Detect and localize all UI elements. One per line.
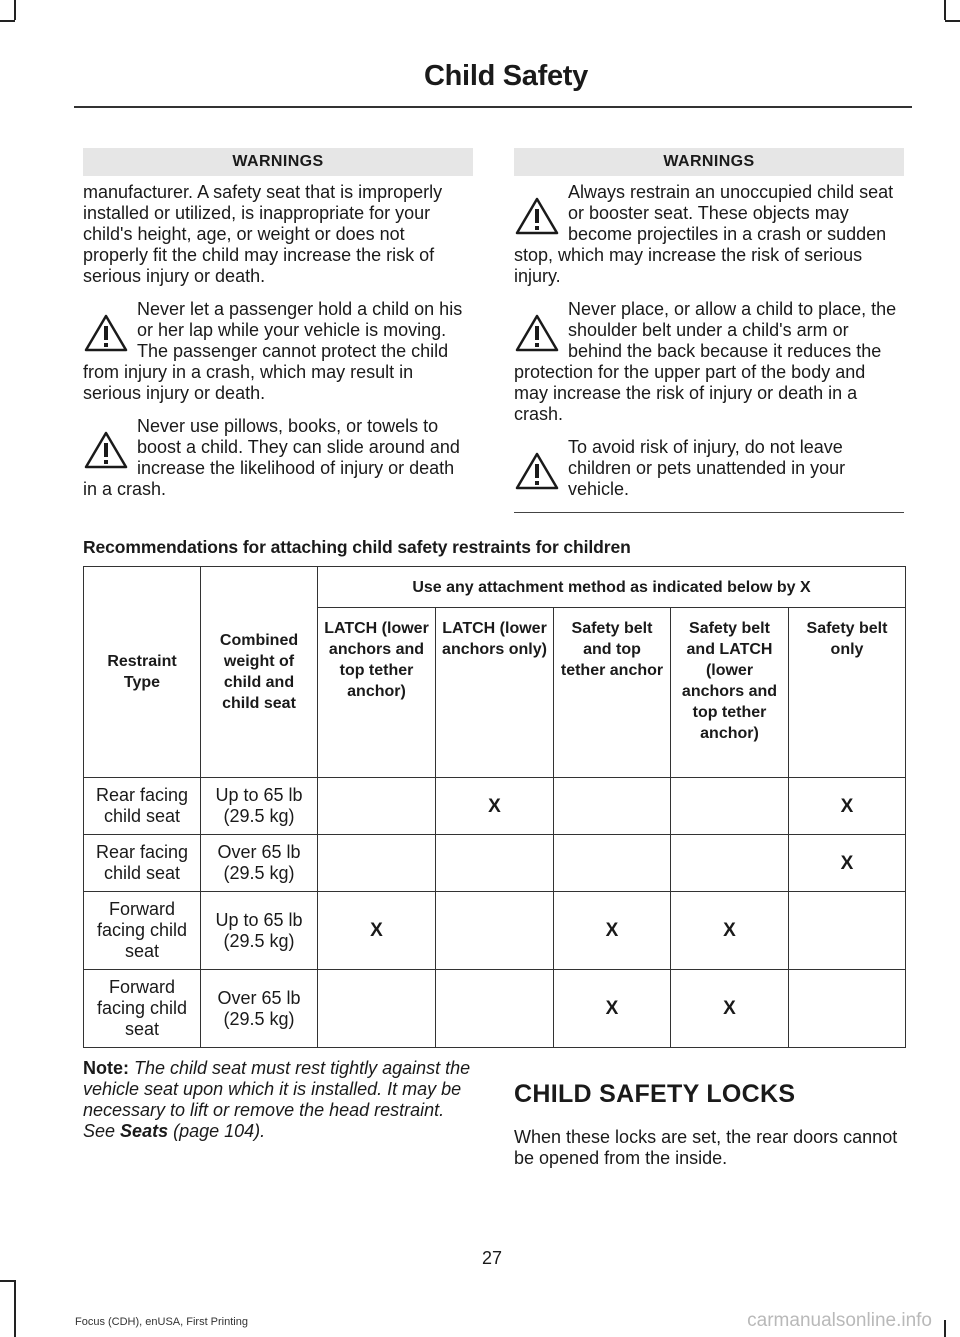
header-combined-weight: Combined weight of child and child seat [201, 567, 318, 778]
warning-triangle-icon [83, 422, 129, 478]
warning-triangle-icon [514, 443, 560, 499]
crop-mark [945, 20, 960, 22]
warning-item [514, 182, 904, 287]
warning-intro: manufacturer. A safety seat that is improperly installed or utilized, is inappropriate for your child's height, age, or weight or does not properly fit the child may increase the risk of serious injury or death. [83, 182, 443, 286]
crop-mark [0, 1280, 15, 1282]
table-row [84, 892, 906, 970]
cell-mark [436, 970, 554, 1048]
crop-mark [14, 1280, 16, 1337]
cell-mark [436, 835, 554, 892]
warning-item [514, 437, 904, 500]
header-attachment-group: Use any attachment method as indicated below by X [318, 567, 906, 608]
warning-text: To avoid risk of injury, do not leave children or pets unattended in your vehicle. [568, 437, 846, 499]
warning-item [514, 299, 904, 425]
cell-mark [318, 970, 436, 1048]
cell-weight: Up to 65 lb (29.5 kg) [201, 778, 318, 835]
seats-link[interactable]: Seats [120, 1121, 169, 1141]
cell-mark [671, 778, 789, 835]
section-body: When these locks are set, the rear doors cannot be opened from the inside. [514, 1127, 898, 1168]
cell-mark: X [671, 892, 789, 970]
cell-mark: X [554, 892, 671, 970]
restraint-table [83, 566, 906, 1048]
crop-mark [14, 0, 16, 20]
warning-triangle-icon [514, 305, 560, 361]
title-divider [74, 106, 912, 108]
cell-mark: X [554, 970, 671, 1048]
cell-weight: Over 65 lb (29.5 kg) [201, 835, 318, 892]
cell-weight: Up to 65 lb (29.5 kg) [201, 892, 318, 970]
table-row [84, 835, 906, 892]
cell-mark: X [789, 835, 906, 892]
note-page-ref: (page 104). [173, 1121, 266, 1141]
page-title: Child Safety [424, 60, 588, 92]
warning-text: Never let a passenger hold a child on his or her lap while your vehicle is moving. The passenger cannot protect the child from injury in a crash, which may result in serious injury or death. [83, 299, 463, 403]
cell-mark: X [436, 778, 554, 835]
cell-mark [671, 835, 789, 892]
cell-mark [789, 892, 906, 970]
note-text: The child seat must rest tightly against the vehicle seat upon which it is installed. It may be necessary to lift or remove the head restraint. See [83, 1058, 471, 1141]
cell-restraint-type: Rear facing child seat [84, 835, 201, 892]
note [83, 1058, 475, 1142]
warnings-header: WARNINGS [514, 148, 904, 176]
header-method: Safety belt and top tether anchor [554, 608, 671, 778]
warning-text: Never place, or allow a child to place, the shoulder belt under a child's arm or behind the back because it reduces the protection for the upper part of the body and may increase the risk of injury or death in a crash. [514, 299, 897, 424]
recommendations-heading: Recommendations for attaching child safety restraints for children [83, 537, 631, 557]
warning-triangle-icon [83, 305, 129, 361]
cell-restraint-type: Rear facing child seat [84, 778, 201, 835]
section-title: CHILD SAFETY LOCKS [514, 1080, 796, 1108]
warning-triangle-icon [514, 188, 560, 244]
warnings-divider [514, 512, 904, 513]
cell-mark [554, 778, 671, 835]
left-warnings [83, 148, 473, 512]
crop-mark [944, 0, 946, 20]
cell-mark [554, 835, 671, 892]
cell-restraint-type: Forward facing child seat [84, 970, 201, 1048]
crop-mark [0, 20, 15, 22]
right-warnings [514, 148, 904, 513]
table-row [84, 970, 906, 1048]
cell-weight: Over 65 lb (29.5 kg) [201, 970, 318, 1048]
edition-footer: Focus (CDH), enUSA, First Printing [75, 1316, 248, 1328]
warnings-header: WARNINGS [83, 148, 473, 176]
header-restraint-type: Restraint Type [84, 567, 201, 778]
header-method: LATCH (lower anchors only) [436, 608, 554, 778]
warning-item [83, 299, 473, 404]
cell-mark [436, 892, 554, 970]
page-number: 27 [481, 1248, 503, 1268]
warning-text: Always restrain an unoccupied child seat or booster seat. These objects may become projectiles in a crash or sudden stop, which may increase the risk of serious injury. [514, 182, 894, 286]
watermark: carmanualsonline.info [747, 1310, 932, 1331]
table-row [84, 778, 906, 835]
cell-mark [318, 778, 436, 835]
warning-item [83, 416, 473, 500]
header-method: Safety belt only [789, 608, 906, 778]
cell-mark: X [671, 970, 789, 1048]
cell-mark [789, 970, 906, 1048]
crop-mark [944, 1320, 946, 1337]
cell-mark [318, 835, 436, 892]
header-method: Safety belt and LATCH (lower anchors and top tether anchor) [671, 608, 789, 778]
header-method: LATCH (lower anchors and top tether anchor) [318, 608, 436, 778]
note-label: Note: [83, 1058, 129, 1078]
cell-mark: X [789, 778, 906, 835]
warning-text: Never use pillows, books, or towels to boost a child. They can slide around and increase the likelihood of injury or death in a crash. [83, 416, 460, 499]
cell-restraint-type: Forward facing child seat [84, 892, 201, 970]
cell-mark: X [318, 892, 436, 970]
